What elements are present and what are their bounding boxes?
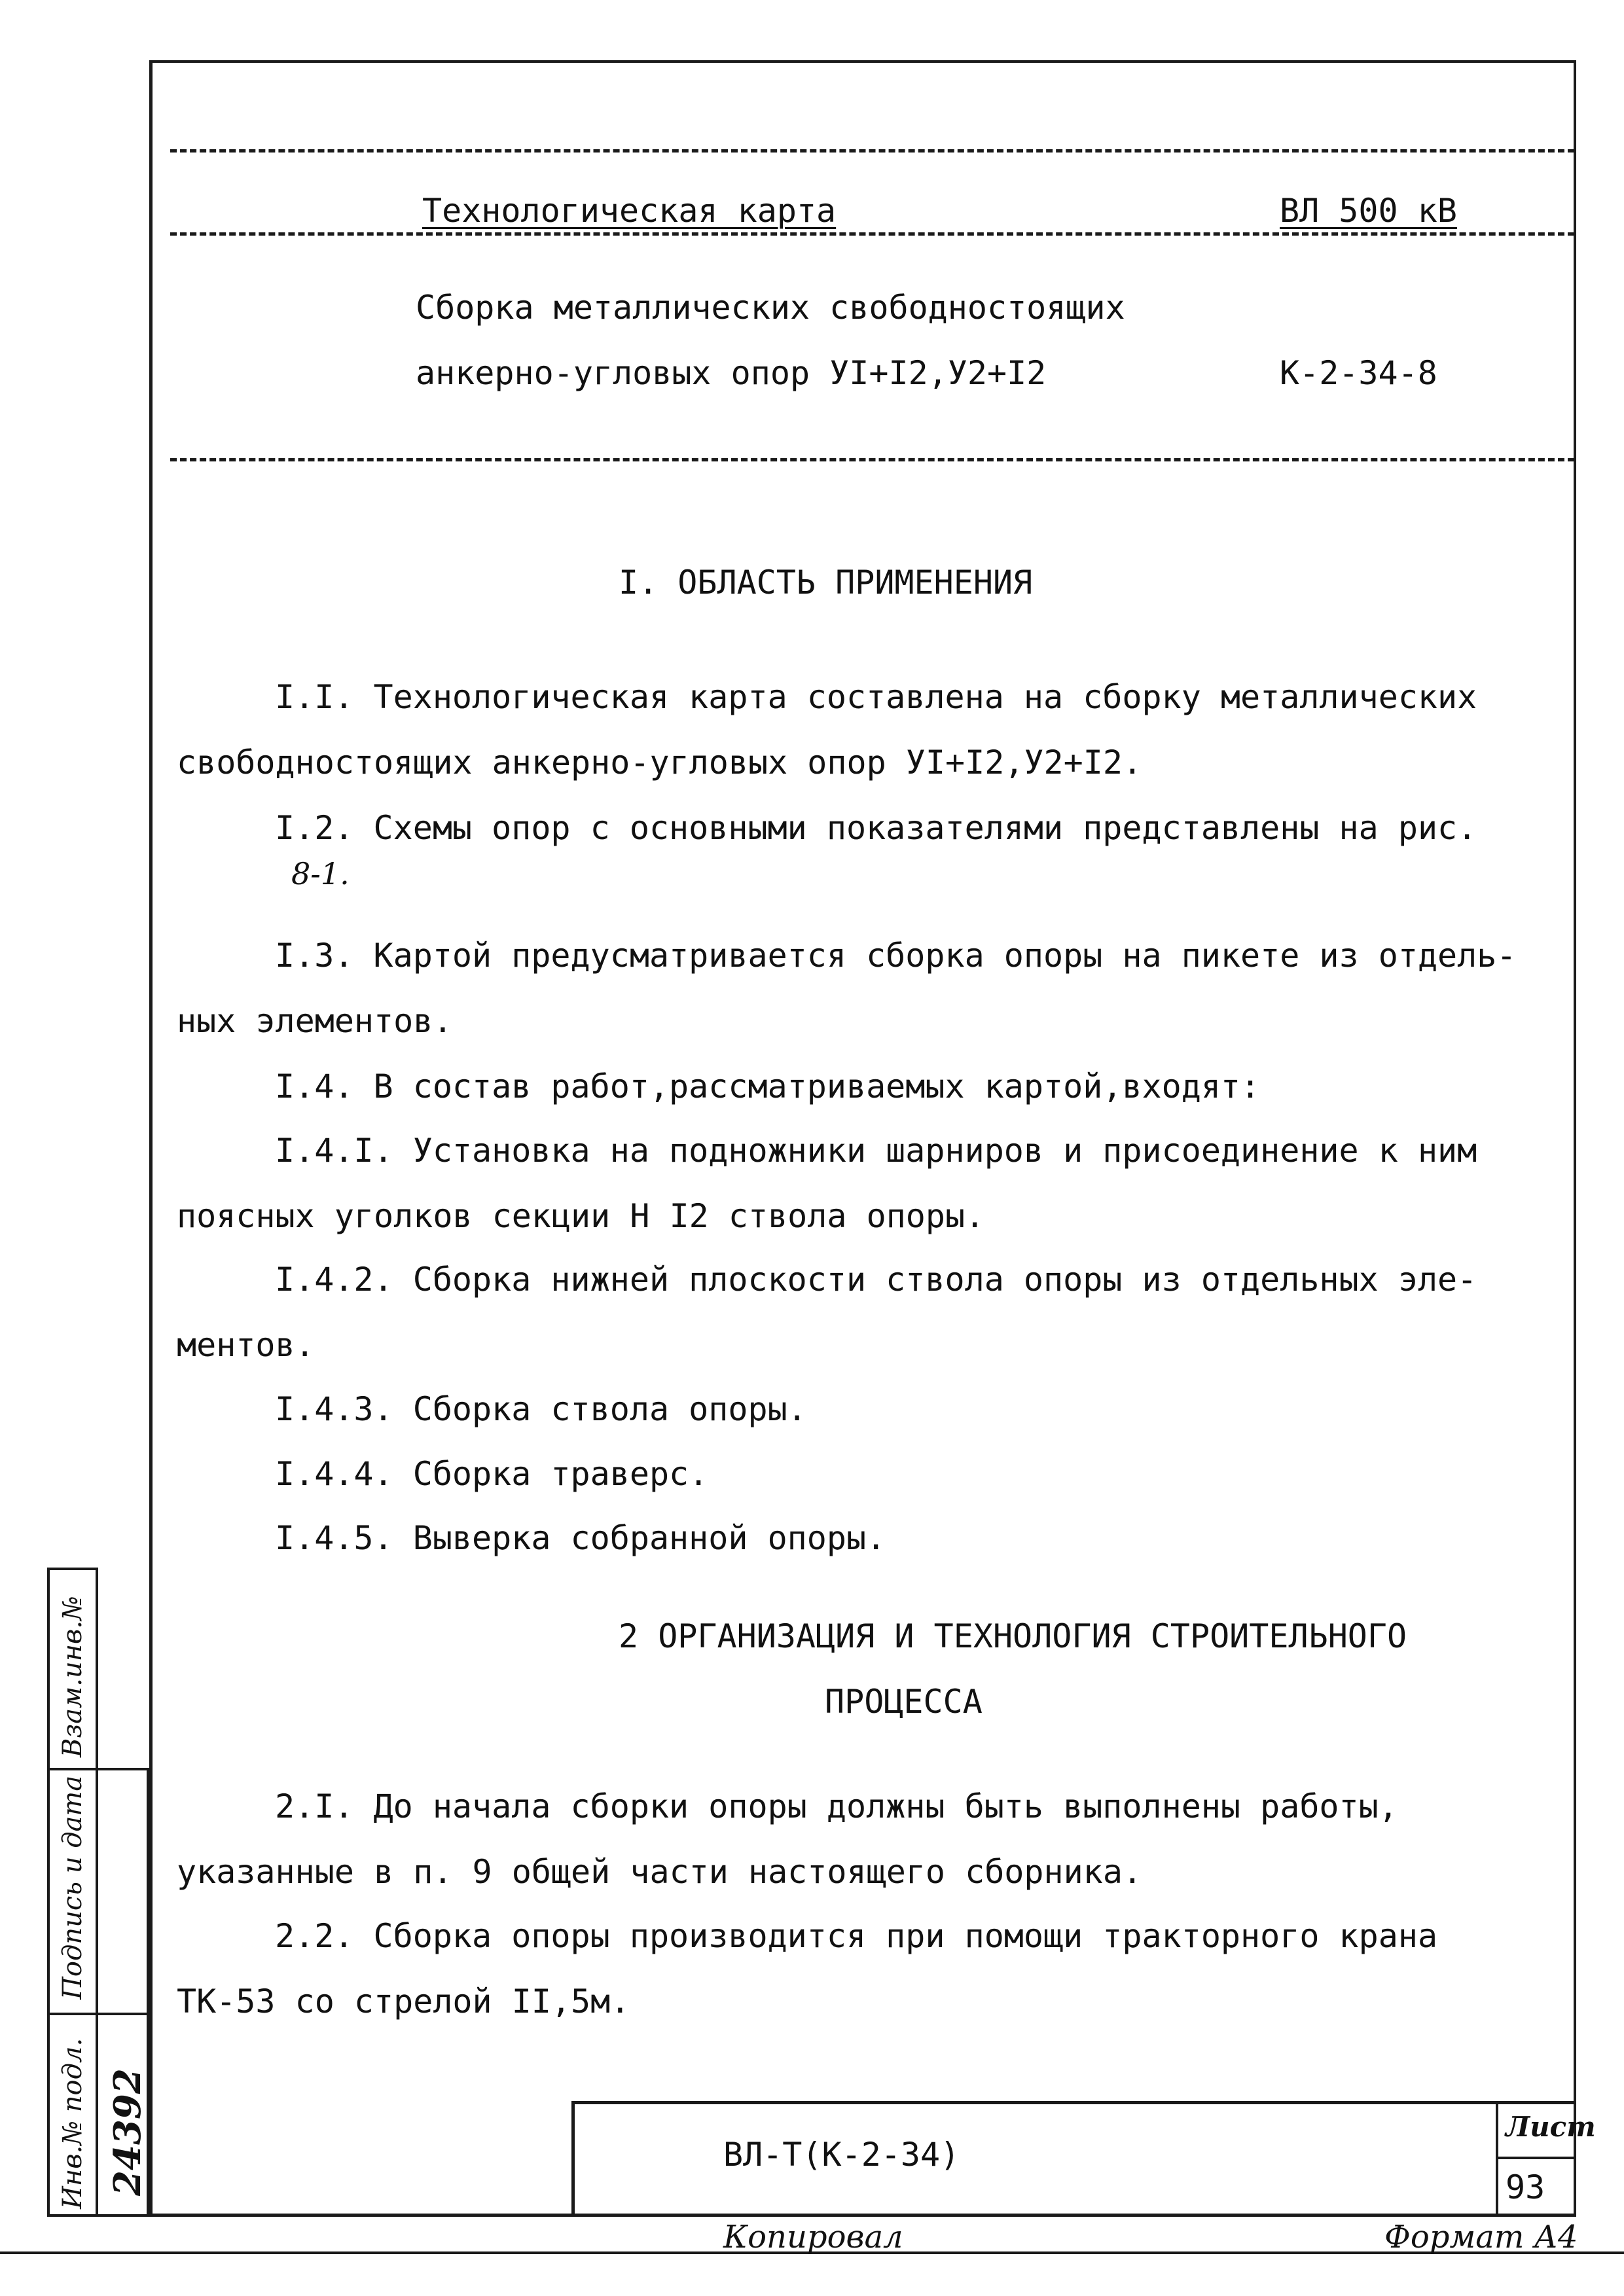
section-2-heading-line-1: 2 ОРГАНИЗАЦИЯ И ТЕХНОЛОГИЯ СТРОИТЕЛЬНОГО (619, 1617, 1407, 1655)
side-signature-label: Подпись и дата (58, 1775, 88, 2000)
sheet-cell-divider (1496, 2157, 1576, 2159)
paragraph-1-4: I.4. В состав работ,рассматриваемых картой,входят: (275, 1067, 1261, 1105)
paragraph-1-4-2a: I.4.2. Сборка нижней плоскости ствола опоры из отдельных эле- (275, 1261, 1477, 1299)
paragraph-1-4-1b: поясных уголков секции Н I2 ствола опоры. (177, 1197, 985, 1235)
paragraph-1-3b: ных элементов. (177, 1002, 453, 1040)
paragraph-1-4-3: I.4.3. Сборка ствола опоры. (275, 1390, 807, 1428)
paragraph-1-3a: I.3. Картой предусматривается сборка опоры на пикете из отдель- (275, 937, 1517, 975)
section-2-heading-line-2: ПРОЦЕССА (825, 1683, 983, 1721)
document-code: К-2-34-8 (1280, 354, 1437, 392)
paragraph-1-4-4: I.4.4. Сборка траверс. (275, 1455, 709, 1493)
footer-copied: Копировал (723, 2219, 903, 2255)
header-dash-line-bottom (170, 458, 1574, 461)
title-block (571, 2101, 1576, 2217)
side-inventory-label: Инв.№ подл. (58, 2037, 88, 2209)
title-block-doc-code: ВЛ-Т(К-2-34) (723, 2136, 960, 2174)
voltage-label: ВЛ 500 кВ (1273, 191, 1464, 230)
paragraph-1-1b: свободностоящих анкерно-угловых опор УI+I2,У2+I2. (177, 744, 1143, 781)
side-replace-label: Взам.инв.№ (58, 1596, 88, 1757)
paragraph-2-2a: 2.2. Сборка опоры производится при помощи тракторного крана (275, 1917, 1438, 1955)
document-title: Технологическая карта (416, 191, 842, 230)
paragraph-1-4-5: I.4.5. Выверка собранной опоры. (275, 1519, 886, 1557)
side-cell-signature-value (96, 1768, 149, 2015)
section-1-heading: I. ОБЛАСТЬ ПРИМЕНЕНИЯ (619, 564, 1033, 601)
paragraph-2-1b: указанные в п. 9 общей части настоящего сборника. (177, 1853, 1143, 1891)
header-dash-line-top (170, 149, 1574, 152)
side-stamp (47, 1568, 149, 2217)
paragraph-1-4-2b: ментов. (177, 1326, 315, 1364)
paragraph-1-1a: I.I. Технологическая карта составлена на сборку металлических (275, 678, 1477, 716)
sheet-label: Лист (1506, 2111, 1596, 2143)
paragraph-1-4-1a: I.4.I. Установка на подножники шарниров и присоединение к ним (275, 1132, 1477, 1170)
paragraph-1-2b-handwritten: 8-1. (291, 856, 350, 891)
paragraph-1-2a: I.2. Схемы опор с основными показателями представлены на рис. (275, 809, 1477, 847)
subtitle-line-2: анкерно-угловых опор УI+I2,У2+I2 (416, 354, 1047, 392)
side-inventory-number: 24392 (106, 2068, 149, 2196)
paragraph-2-2b: ТК-53 со стрелой II,5м. (177, 1982, 630, 2020)
header-dash-line-title (170, 232, 1574, 236)
footer-format: Формат А4 (1384, 2219, 1578, 2255)
paragraph-2-1a: 2.I. До начала сборки опоры должны быть выполнены работы, (275, 1787, 1398, 1825)
subtitle-line-1: Сборка металлических свободностоящих (416, 289, 1125, 327)
sheet-number: 93 (1506, 2168, 1545, 2206)
